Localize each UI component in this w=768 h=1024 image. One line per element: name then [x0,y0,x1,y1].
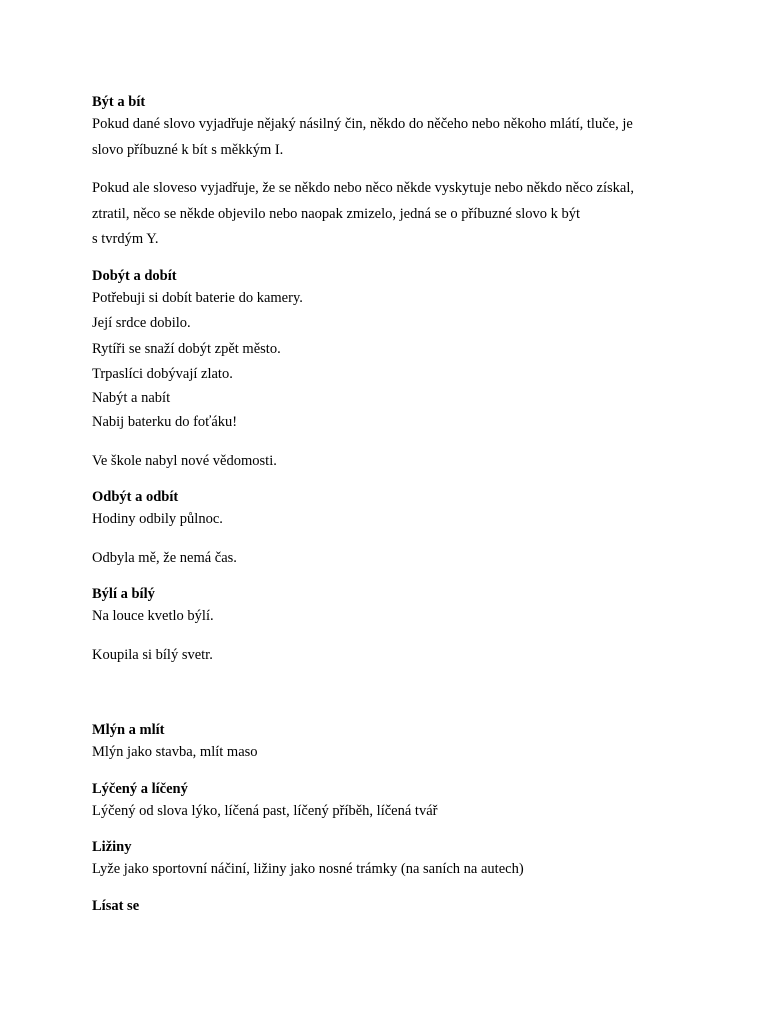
paragraph-spacer [92,163,692,176]
example-line: Její srdce dobilo. [92,315,191,331]
section-heading-byli-a-bily: Býlí a bílý [92,586,155,602]
paragraph-spacer [92,436,692,449]
example-line: Nabij baterku do foťáku! [92,414,238,430]
paragraph-spacer [92,571,692,584]
example-line: Ve škole nabyl nové vědomosti. [92,452,277,469]
example-line: Rytíři se snaží dobýt zpět město. [92,340,281,357]
section-heading-byt-a-bit: Být a bít [92,94,146,110]
paragraph-line: slovo příbuzné k bít s měkkým I. [92,141,284,158]
example-line: Hodiny odbily půlnoc. [92,511,223,527]
example-line: Lyže jako sportovní náčiní, ližiny jako nosné trámky (na saních na autech) [92,861,524,877]
example-line: Lýčený od slova lýko, líčená past, líčený příběh, líčená tvář [92,802,438,819]
document-page [92,92,692,916]
paragraph-line: Pokud dané slovo vyjadřuje nějaký násilný čin, někdo do něčeho nebo někoho mlátí, tluče, je [92,116,633,132]
example-line: Koupila si bílý svetr. [92,646,213,663]
paragraph-line: s tvrdým Y. [92,231,159,247]
section-heading-mlyn-a-mlit: Mlýn a mlít [92,722,165,738]
example-line: Potřebuji si dobít baterie do kamery. [92,289,303,306]
paragraph-spacer [92,474,692,487]
paragraph-line: ztratil, něco se někde objevilo nebo naopak zmizelo, jedná se o příbuzné slovo k být [92,205,581,222]
section-heading-lyceny-a-liceny: Lýčený a líčený [92,780,188,797]
example-line: Nabýt a nabít [92,390,171,406]
example-line: Odbyla mě, že nemá čas. [92,549,237,566]
paragraph-line: Pokud ale sloveso vyjadřuje, že se někdo nebo něco někde vyskytuje nebo někdo něco získal, [92,180,634,196]
example-line: Trpaslíci dobývají zlato. [92,366,233,382]
section-heading-dobyt-a-dobit: Dobýt a dobít [92,267,177,284]
example-line: Mlýn jako stavba, mlít maso [92,744,258,760]
paragraph-spacer [92,824,692,837]
section-spacer [92,668,692,720]
section-heading-lisat-se: Lísat se [92,897,140,914]
paragraph-spacer [92,630,692,643]
paragraph-spacer [92,253,692,266]
example-line: Na louce kvetlo býlí. [92,608,214,624]
paragraph-spacer [92,533,692,546]
paragraph-spacer [92,883,692,896]
section-heading-liziny: Ližiny [92,839,132,855]
section-heading-odbyt-a-odbit: Odbýt a odbít [92,489,179,505]
paragraph-spacer [92,766,692,779]
